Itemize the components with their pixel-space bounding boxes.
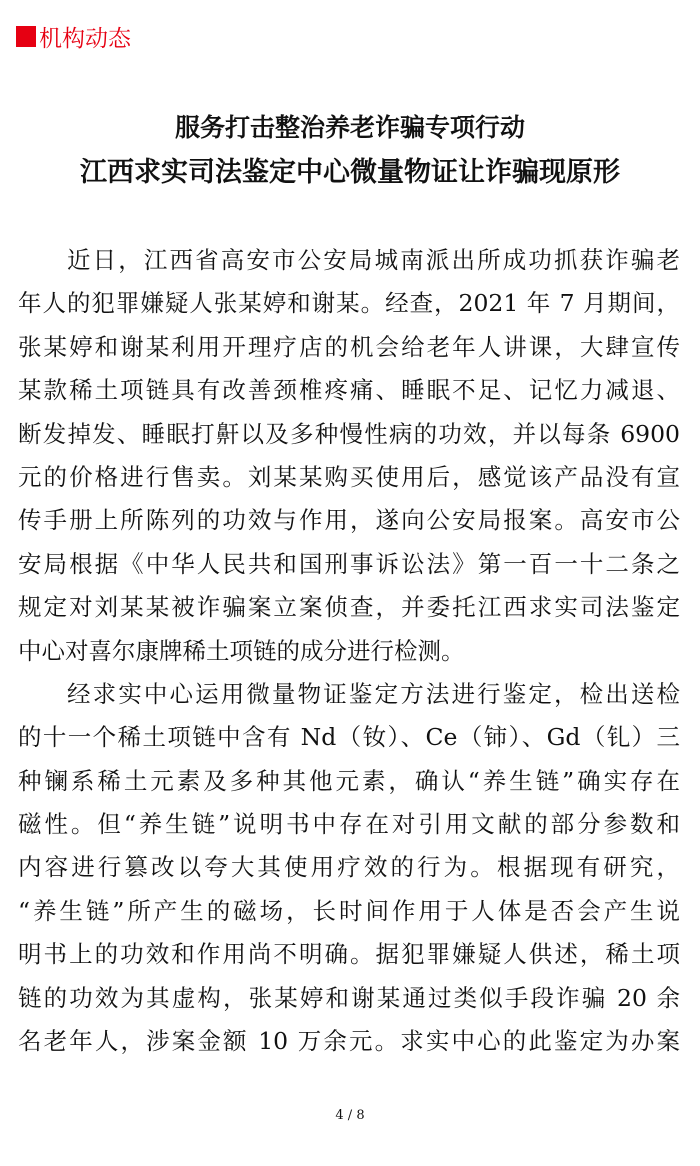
paragraph	[18, 239, 680, 673]
text-line: 安局根据《中华人民共和国刑事诉讼法》第一百一十二条之	[18, 549, 680, 578]
text-line: 磁性。但“养生链”说明书中存在对引用文献的部分参数和	[18, 810, 680, 839]
text-line: 张某婷和谢某利用开理疗店的机会给老年人讲课，大肆宣传	[18, 332, 680, 361]
text-line: 的十一个稀土项链中含有 Nd（钕）、Ce（铈）、Gd（钆）三	[18, 723, 680, 752]
text-line: 经求实中心运用微量物证鉴定方法进行鉴定，检出送检	[67, 679, 680, 708]
text-line: 种镧系稀土元素及多种其他元素，确认“养生链”确实存在	[18, 766, 680, 795]
text-line: 传手册上所陈列的功效与作用，遂向公安局报案。高安市公	[18, 506, 680, 535]
page-number: 4 / 8	[335, 1108, 365, 1123]
paragraph	[18, 673, 680, 1064]
text-line: 明书上的功效和作用尚不明确。据犯罪嫌疑人供述，稀土项	[18, 940, 680, 969]
text-line: 某款稀土项链具有改善颈椎疼痛、睡眠不足、记忆力减退、	[18, 376, 680, 405]
text-line: 规定对刘某某被诈骗案立案侦查，并委托江西求实司法鉴定	[18, 593, 680, 622]
section-header	[16, 20, 131, 53]
text-line: “养生链”所产生的磁场，长时间作用于人体是否会产生说	[18, 896, 680, 925]
text-line: 元的价格进行售卖。刘某某购买使用后，感觉该产品没有宣	[18, 462, 680, 491]
text-line: 年人的犯罪嫌疑人张某婷和谢某。经查，2021 年 7 月期间，	[18, 289, 680, 318]
article-subtitle: 服务打击整治养老诈骗专项行动	[174, 113, 525, 142]
article-body	[18, 239, 680, 1063]
section-label: 机构动态	[39, 26, 131, 52]
text-line: 断发掉发、睡眠打鼾以及多种慢性病的功效，并以每条 6900	[18, 419, 680, 448]
text-line: 中心对喜尔康牌稀土项链的成分进行检测。	[18, 636, 465, 665]
red-square-icon	[16, 26, 36, 47]
text-line: 内容进行篡改以夸大其使用疗效的行为。根据现有研究，	[18, 853, 680, 882]
article-title: 江西求实司法鉴定中心微量物证让诈骗现原形	[80, 157, 620, 188]
text-line: 链的功效为其虚构，张某婷和谢某通过类似手段诈骗 20 余	[18, 983, 680, 1012]
text-line: 近日，江西省高安市公安局城南派出所成功抓获诈骗老	[67, 246, 680, 274]
text-line: 名老年人，涉案金额 10 万余元。求实中心的此鉴定为办案	[18, 1027, 680, 1056]
